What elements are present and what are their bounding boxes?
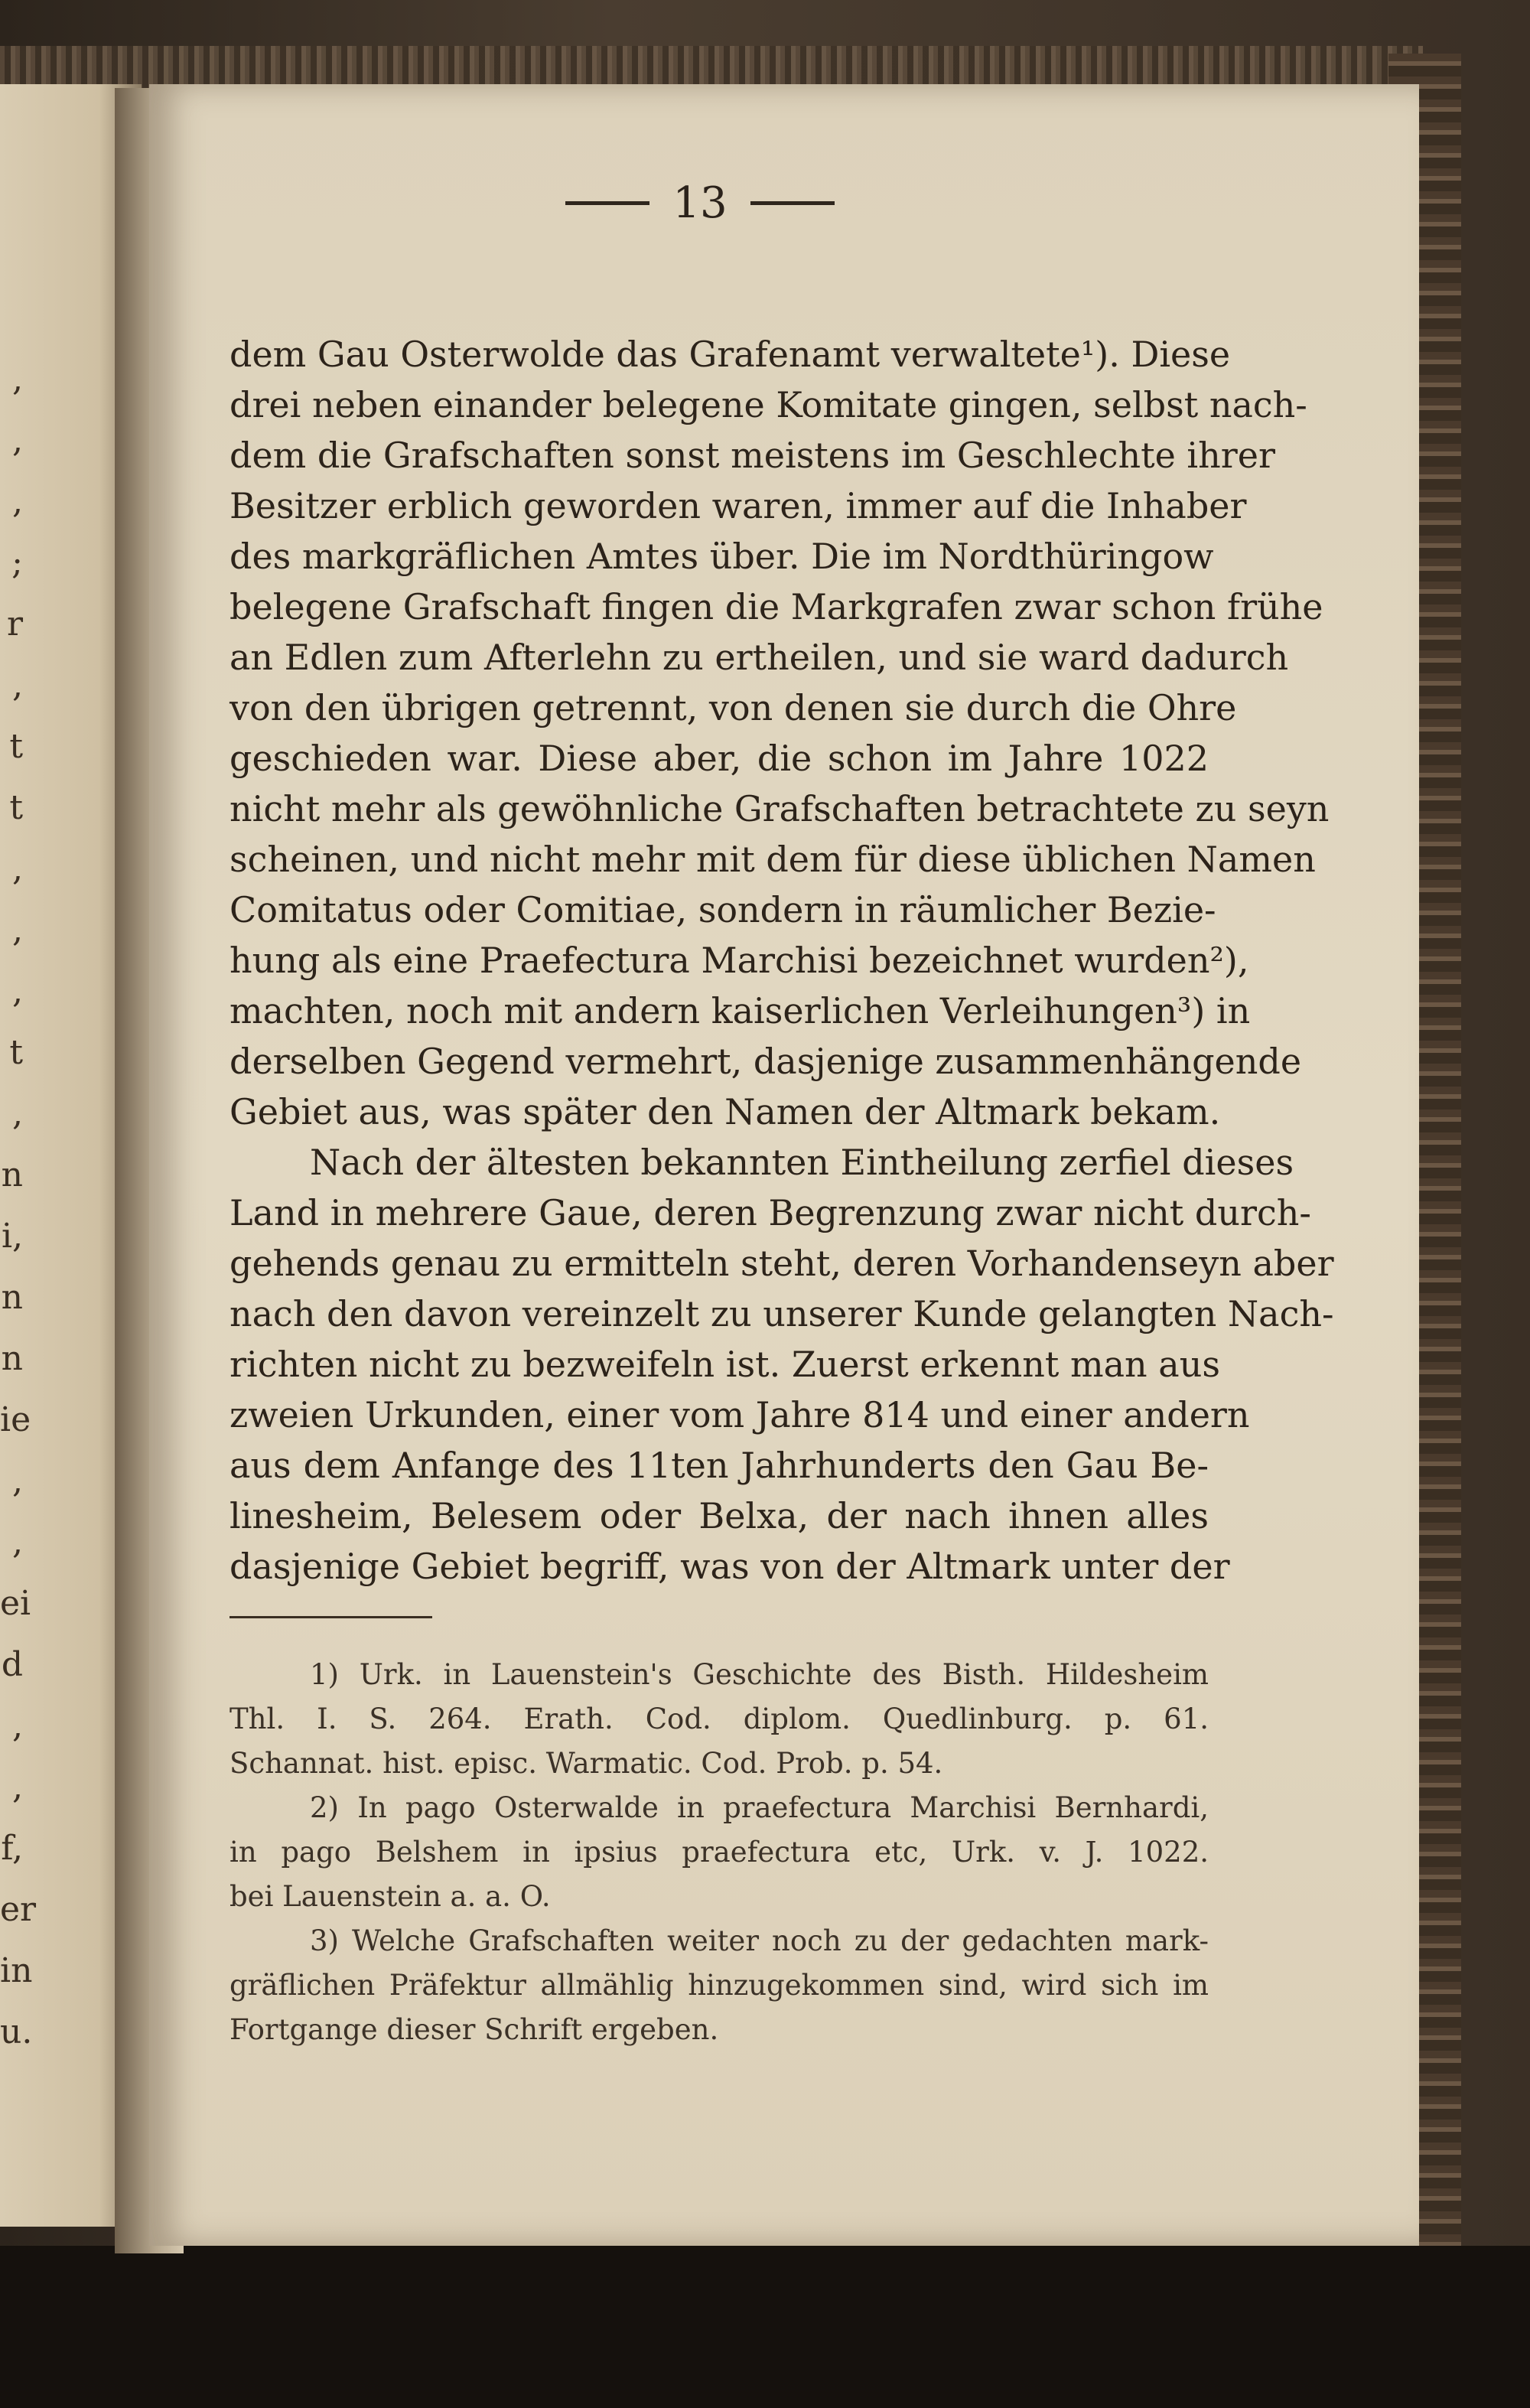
- facing-page-fragment: ,: [12, 1523, 23, 1562]
- text-line: des markgräflichen Amtes über. Die im Nordthüringow: [230, 536, 1214, 577]
- text-line: dasjenige Gebiet begriff, was von der Altmark unter der: [230, 1546, 1230, 1587]
- facing-page-fragment: u.: [0, 2012, 33, 2051]
- text-line: nach den davon vereinzelt zu unserer Kunde gelangten Nach-: [230, 1293, 1334, 1334]
- scan-bottom-border: [0, 2246, 1530, 2408]
- facing-page-fragment: ,: [12, 360, 23, 399]
- footnote-line: 2) In pago Osterwalde in praefectura Marchisi Bernhardi,: [310, 1791, 1209, 1824]
- facing-page-fragment: ,: [12, 421, 23, 460]
- facing-page-fragment: ,: [12, 1461, 23, 1501]
- main-text-block: [230, 329, 1334, 1592]
- text-line: linesheim, Belesem oder Belxa, der nach ihnen alles: [230, 1495, 1209, 1536]
- footnote-line: 1) Urk. in Lauenstein's Geschichte des Bisth. Hildesheim: [310, 1658, 1209, 1691]
- text-line: gehends genau zu ermitteln steht, deren Vorhandenseyn aber: [230, 1243, 1334, 1284]
- text-line: richten nicht zu bezweifeln ist. Zuerst erkennt man aus: [230, 1344, 1220, 1385]
- text-line: von den übrigen getrennt, von denen sie durch die Ohre: [230, 687, 1237, 728]
- footnote-line: 3) Welche Grafschaften weiter noch zu der gedachten mark-: [310, 1924, 1209, 1957]
- facing-page-fragment: in: [0, 1951, 33, 1990]
- facing-page-fragment: ,: [12, 666, 23, 705]
- facing-page-fragment: ,: [12, 482, 23, 521]
- facing-page-fragment: i,: [1, 1217, 23, 1256]
- facing-page-fragment: ,: [12, 1094, 23, 1133]
- header-rule-left: [565, 201, 649, 205]
- text-line: Besitzer erblich geworden waren, immer auf die Inhaber: [230, 485, 1247, 526]
- text-line: geschieden war. Diese aber, die schon im Jahre 1022: [230, 738, 1209, 779]
- footnote-line: bei Lauenstein a. a. O.: [230, 1880, 551, 1913]
- facing-page-fragment: n: [1, 1339, 23, 1378]
- header-rule-right: [750, 201, 835, 205]
- text-line: aus dem Anfange des 11ten Jahrhunderts den Gau Be-: [230, 1445, 1209, 1486]
- footnote-line: gräflichen Präfektur allmählig hinzugekommen sind, wird sich im: [230, 1969, 1209, 2002]
- text-line: Nach der ältesten bekannten Eintheilung zerfiel dieses: [310, 1142, 1294, 1183]
- page-number: 13: [672, 178, 728, 228]
- text-line: Gebiet aus, was später den Namen der Altmark bekam.: [230, 1091, 1221, 1132]
- text-line: an Edlen zum Afterlehn zu ertheilen, und sie ward dadurch: [230, 637, 1289, 678]
- facing-page-fragment: ;: [11, 543, 23, 582]
- facing-page-fragment: ,: [12, 1706, 23, 1745]
- facing-page-fragment: d: [1, 1645, 23, 1684]
- facing-page-fragment: ,: [12, 1768, 23, 1807]
- facing-page-fragment: ,: [12, 911, 23, 950]
- text-line: zweien Urkunden, einer vom Jahre 814 und einer andern: [230, 1394, 1250, 1435]
- footnote-separator: [230, 1616, 432, 1618]
- facing-page-fragment: f,: [1, 1829, 23, 1868]
- footnote-line: Thl. I. S. 264. Erath. Cod. diplom. Quedlinburg. p. 61.: [230, 1703, 1209, 1735]
- text-line: Comitatus oder Comitiae, sondern in räumlicher Bezie-: [230, 889, 1216, 930]
- facing-page-fragment: n: [1, 1155, 23, 1194]
- facing-page-fragment: ,: [12, 849, 23, 888]
- footnote-line: Fortgange dieser Schrift ergeben.: [230, 2013, 719, 2046]
- text-line: dem die Grafschaften sonst meistens im Geschlechte ihrer: [230, 435, 1275, 476]
- footnotes-block: [230, 1653, 1209, 2052]
- text-line: derselben Gegend vermehrt, dasjenige zusammenhängende: [230, 1041, 1302, 1082]
- facing-page-fragment: t: [9, 727, 23, 766]
- facing-page-fragment: r: [6, 604, 23, 644]
- facing-page-fragment: ie: [0, 1400, 31, 1439]
- text-line: nicht mehr als gewöhnliche Grafschaften betrachtete zu seyn: [230, 788, 1330, 829]
- text-line: belegene Grafschaft fingen die Markgrafen zwar schon frühe: [230, 586, 1323, 627]
- facing-page-fragment: t: [9, 1033, 23, 1072]
- facing-page-fragment: ei: [0, 1584, 31, 1623]
- text-line: drei neben einander belegene Komitate gingen, selbst nach-: [230, 384, 1307, 425]
- footnote-line: in pago Belshem in ipsius praefectura etc, Urk. v. J. 1022.: [230, 1836, 1209, 1869]
- text-line: Land in mehrere Gaue, deren Begrenzung zwar nicht durch-: [230, 1192, 1311, 1233]
- text-line: machten, noch mit andern kaiserlichen Verleihungen³) in: [230, 990, 1251, 1031]
- text-line: hung als eine Praefectura Marchisi bezeichnet wurden²),: [230, 940, 1249, 981]
- facing-page-fragment: ,: [12, 972, 23, 1011]
- facing-page-fragment: er: [0, 1890, 37, 1929]
- facing-page-fragment: t: [9, 788, 23, 827]
- facing-page-fragment: n: [1, 1278, 23, 1317]
- text-line: dem Gau Osterwolde das Grafenamt verwaltete¹). Diese: [230, 334, 1231, 375]
- page-header: [551, 172, 849, 233]
- footnote-line: Schannat. hist. episc. Warmatic. Cod. Prob. p. 54.: [230, 1747, 943, 1780]
- text-line: scheinen, und nicht mehr mit dem für diese üblichen Namen: [230, 839, 1316, 880]
